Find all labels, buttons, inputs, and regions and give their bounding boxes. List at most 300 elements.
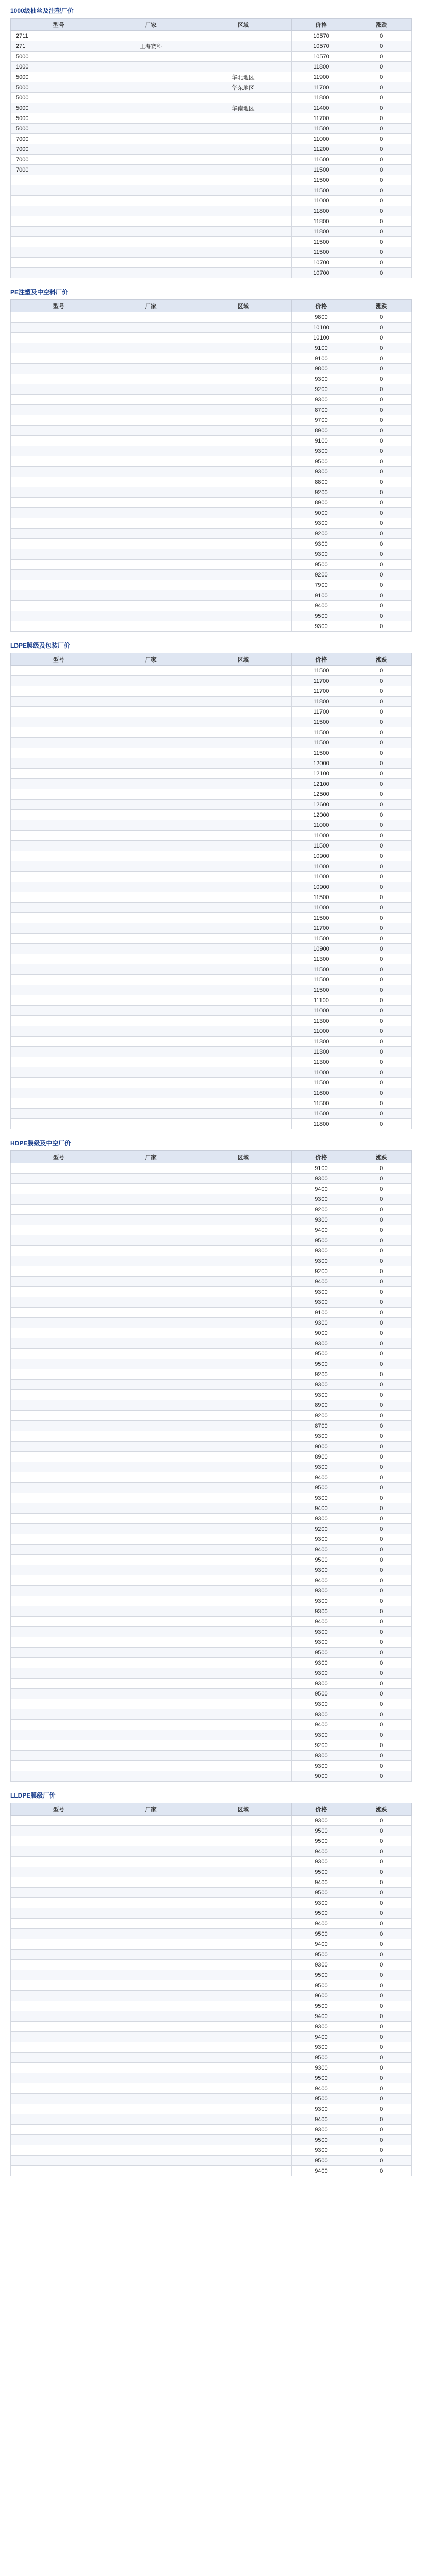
cell-model	[11, 2166, 107, 2176]
table-row	[11, 2125, 412, 2135]
cell-change: 0	[351, 769, 412, 779]
price-table	[10, 299, 412, 632]
cell-price: 9300	[291, 2104, 351, 2114]
cell-change: 0	[351, 72, 412, 82]
cell-price: 11500	[291, 975, 351, 985]
cell-price: 11600	[291, 1088, 351, 1098]
cell-change: 0	[351, 405, 412, 415]
cell-region	[195, 405, 291, 415]
cell-price: 9300	[291, 1668, 351, 1679]
cell-price: 9300	[291, 467, 351, 477]
cell-model	[11, 1606, 107, 1617]
cell-manufacturer	[107, 1088, 195, 1098]
table-row	[11, 353, 412, 364]
cell-region	[195, 1246, 291, 1256]
cell-change: 0	[351, 1699, 412, 1709]
cell-change: 0	[351, 426, 412, 436]
cell-model	[11, 1174, 107, 1184]
cell-model	[11, 508, 107, 518]
cell-region	[195, 247, 291, 258]
cell-model	[11, 384, 107, 395]
table-row	[11, 2156, 412, 2166]
cell-change: 0	[351, 601, 412, 611]
cell-model	[11, 227, 107, 237]
table-row	[11, 247, 412, 258]
cell-change: 0	[351, 1679, 412, 1689]
cell-manufacturer	[107, 2011, 195, 2022]
table-row	[11, 1483, 412, 1493]
cell-region	[195, 518, 291, 529]
cell-model	[11, 1970, 107, 1980]
cell-price: 9400	[291, 1877, 351, 1888]
table-row	[11, 1318, 412, 1328]
cell-model: 7000	[11, 144, 107, 155]
cell-region	[195, 1606, 291, 1617]
cell-manufacturer	[107, 944, 195, 954]
table-row	[11, 903, 412, 913]
cell-manufacturer	[107, 2104, 195, 2114]
cell-region	[195, 1349, 291, 1359]
cell-price: 9300	[291, 446, 351, 456]
cell-price: 9200	[291, 1266, 351, 1277]
cell-change: 0	[351, 1235, 412, 1246]
table-row	[11, 831, 412, 841]
table-row	[11, 738, 412, 748]
cell-region	[195, 1194, 291, 1205]
cell-model	[11, 1308, 107, 1318]
cell-price: 9000	[291, 1771, 351, 1782]
cell-region	[195, 1826, 291, 1836]
cell-manufacturer	[107, 1709, 195, 1720]
cell-model	[11, 2022, 107, 2032]
cell-price: 9300	[291, 1431, 351, 1442]
cell-model	[11, 882, 107, 892]
cell-price: 11900	[291, 72, 351, 82]
header-price: 价格	[291, 1803, 351, 1816]
cell-change: 0	[351, 1970, 412, 1980]
cell-manufacturer	[107, 985, 195, 995]
cell-manufacturer	[107, 1950, 195, 1960]
table-row	[11, 810, 412, 820]
cell-region	[195, 1493, 291, 1503]
cell-region	[195, 1472, 291, 1483]
cell-price: 9300	[291, 1194, 351, 1205]
cell-price: 9300	[291, 1514, 351, 1524]
cell-price: 9400	[291, 1720, 351, 1730]
cell-region	[195, 1057, 291, 1067]
cell-change: 0	[351, 1493, 412, 1503]
cell-model	[11, 1668, 107, 1679]
cell-region	[195, 1919, 291, 1929]
cell-price: 11000	[291, 831, 351, 841]
cell-price: 9500	[291, 2135, 351, 2145]
cell-price: 11000	[291, 872, 351, 882]
cell-model: 7000	[11, 165, 107, 175]
cell-change: 0	[351, 1514, 412, 1524]
table-row	[11, 1960, 412, 1970]
cell-change: 0	[351, 1846, 412, 1857]
header-model: 型号	[11, 1151, 107, 1163]
table-row	[11, 1390, 412, 1400]
table-row	[11, 789, 412, 800]
cell-change: 0	[351, 364, 412, 374]
header-model: 型号	[11, 300, 107, 312]
cell-price: 11800	[291, 227, 351, 237]
table-row	[11, 954, 412, 964]
cell-price: 11300	[291, 1057, 351, 1067]
cell-manufacturer	[107, 1287, 195, 1297]
cell-change: 0	[351, 113, 412, 124]
cell-manufacturer	[107, 1016, 195, 1026]
cell-model	[11, 1751, 107, 1761]
cell-change: 0	[351, 995, 412, 1006]
cell-model	[11, 2125, 107, 2135]
table-row	[11, 549, 412, 560]
cell-region	[195, 2145, 291, 2156]
header-price: 价格	[291, 653, 351, 666]
cell-price: 9400	[291, 1277, 351, 1287]
cell-region	[195, 237, 291, 247]
cell-model	[11, 769, 107, 779]
cell-region	[195, 165, 291, 175]
table-row	[11, 748, 412, 758]
cell-manufacturer	[107, 175, 195, 185]
cell-price: 9700	[291, 415, 351, 426]
cell-region	[195, 934, 291, 944]
cell-price: 9200	[291, 1369, 351, 1380]
cell-model	[11, 2032, 107, 2042]
cell-region	[195, 1431, 291, 1442]
cell-manufacturer	[107, 1867, 195, 1877]
cell-change: 0	[351, 1627, 412, 1637]
table-row	[11, 611, 412, 621]
cell-manufacturer	[107, 779, 195, 789]
cell-model	[11, 1857, 107, 1867]
cell-change: 0	[351, 216, 412, 227]
cell-manufacturer	[107, 1328, 195, 1338]
table-row	[11, 1668, 412, 1679]
cell-manufacturer	[107, 2042, 195, 2053]
cell-change: 0	[351, 1709, 412, 1720]
cell-price: 9500	[291, 1483, 351, 1493]
cell-region	[195, 1006, 291, 1016]
cell-change: 0	[351, 2011, 412, 2022]
cell-manufacturer	[107, 1194, 195, 1205]
cell-manufacturer	[107, 436, 195, 446]
table-row	[11, 934, 412, 944]
cell-model	[11, 395, 107, 405]
cell-change: 0	[351, 31, 412, 41]
cell-model	[11, 1960, 107, 1970]
cell-price: 9300	[291, 395, 351, 405]
cell-manufacturer	[107, 1462, 195, 1472]
cell-price: 9500	[291, 456, 351, 467]
cell-price: 11500	[291, 913, 351, 923]
cell-region	[195, 1256, 291, 1266]
cell-model: 5000	[11, 72, 107, 82]
cell-model	[11, 1534, 107, 1545]
cell-change: 0	[351, 206, 412, 216]
cell-manufacturer	[107, 323, 195, 333]
cell-model	[11, 1442, 107, 1452]
section-title: 1000级抽丝及注塑厂价	[10, 7, 74, 14]
cell-region	[195, 1328, 291, 1338]
table-row	[11, 1648, 412, 1658]
table-row	[11, 1730, 412, 1740]
header-model: 型号	[11, 19, 107, 31]
cell-price: 9300	[291, 1699, 351, 1709]
cell-change: 0	[351, 1524, 412, 1534]
table-row	[11, 769, 412, 779]
cell-manufacturer	[107, 676, 195, 686]
cell-model	[11, 1287, 107, 1297]
cell-model	[11, 1991, 107, 2001]
cell-change: 0	[351, 1617, 412, 1627]
cell-change: 0	[351, 1689, 412, 1699]
cell-change: 0	[351, 2094, 412, 2104]
cell-change: 0	[351, 312, 412, 323]
cell-change: 0	[351, 1472, 412, 1483]
cell-model	[11, 1730, 107, 1740]
cell-price: 8800	[291, 477, 351, 487]
cell-model	[11, 1637, 107, 1648]
cell-price: 11700	[291, 686, 351, 697]
cell-change: 0	[351, 1088, 412, 1098]
table-row	[11, 1857, 412, 1867]
table-row	[11, 456, 412, 467]
cell-manufacturer	[107, 1277, 195, 1287]
cell-region	[195, 155, 291, 165]
cell-price: 9400	[291, 2032, 351, 2042]
cell-price: 7900	[291, 580, 351, 590]
cell-manufacturer	[107, 1898, 195, 1908]
cell-price: 9500	[291, 560, 351, 570]
cell-change: 0	[351, 477, 412, 487]
cell-price: 9600	[291, 1991, 351, 2001]
cell-change: 0	[351, 1720, 412, 1730]
table-row	[11, 1369, 412, 1380]
cell-change: 0	[351, 944, 412, 954]
cell-manufacturer	[107, 498, 195, 508]
cell-model	[11, 892, 107, 903]
cell-region	[195, 1857, 291, 1867]
cell-change: 0	[351, 549, 412, 560]
cell-change: 0	[351, 686, 412, 697]
cell-change: 0	[351, 2166, 412, 2176]
cell-price: 9400	[291, 1617, 351, 1627]
cell-manufacturer	[107, 446, 195, 456]
cell-manufacturer	[107, 861, 195, 872]
cell-region	[195, 364, 291, 374]
table-row	[11, 1720, 412, 1730]
cell-region	[195, 621, 291, 632]
table-row	[11, 62, 412, 72]
cell-manufacturer	[107, 2022, 195, 2032]
cell-model	[11, 1067, 107, 1078]
table-row	[11, 1826, 412, 1836]
cell-model	[11, 1627, 107, 1637]
cell-region	[195, 1205, 291, 1215]
cell-change: 0	[351, 1287, 412, 1297]
cell-price: 9800	[291, 364, 351, 374]
cell-model	[11, 1328, 107, 1338]
cell-region	[195, 1277, 291, 1287]
table-row	[11, 717, 412, 727]
cell-model	[11, 1709, 107, 1720]
cell-manufacturer	[107, 1668, 195, 1679]
cell-manufacturer	[107, 964, 195, 975]
table-row	[11, 237, 412, 247]
cell-manufacturer	[107, 686, 195, 697]
cell-manufacturer	[107, 975, 195, 985]
cell-price: 9300	[291, 518, 351, 529]
table-row	[11, 1308, 412, 1318]
cell-model	[11, 1119, 107, 1129]
cell-price: 9300	[291, 1816, 351, 1826]
cell-manufacturer	[107, 2053, 195, 2063]
cell-change: 0	[351, 560, 412, 570]
cell-price: 9300	[291, 2125, 351, 2135]
cell-price: 9200	[291, 1205, 351, 1215]
cell-manufacturer	[107, 364, 195, 374]
price-section	[10, 1137, 412, 1782]
cell-model	[11, 1016, 107, 1026]
cell-price: 11500	[291, 727, 351, 738]
cell-model	[11, 2053, 107, 2063]
table-row	[11, 364, 412, 374]
table-header-row	[11, 300, 412, 312]
cell-region	[195, 1338, 291, 1349]
cell-manufacturer	[107, 1720, 195, 1730]
cell-model	[11, 580, 107, 590]
cell-region	[195, 1545, 291, 1555]
cell-region	[195, 1287, 291, 1297]
cell-region	[195, 52, 291, 62]
header-manufacturer: 厂家	[107, 19, 195, 31]
cell-manufacturer	[107, 1596, 195, 1606]
cell-model	[11, 1380, 107, 1390]
cell-manufacturer	[107, 590, 195, 601]
cell-model: 5000	[11, 52, 107, 62]
cell-manufacturer	[107, 1699, 195, 1709]
cell-change: 0	[351, 748, 412, 758]
cell-region	[195, 134, 291, 144]
cell-model	[11, 216, 107, 227]
cell-change: 0	[351, 717, 412, 727]
cell-region	[195, 2125, 291, 2135]
table-row	[11, 727, 412, 738]
cell-model	[11, 686, 107, 697]
cell-manufacturer	[107, 124, 195, 134]
cell-model	[11, 1524, 107, 1534]
cell-price: 11300	[291, 1037, 351, 1047]
cell-change: 0	[351, 539, 412, 549]
cell-region	[195, 2073, 291, 2083]
cell-price: 11800	[291, 1119, 351, 1129]
cell-manufacturer	[107, 1349, 195, 1359]
cell-price: 9300	[291, 1174, 351, 1184]
cell-manufacturer	[107, 923, 195, 934]
table-row	[11, 800, 412, 810]
cell-price: 10100	[291, 333, 351, 343]
cell-model	[11, 268, 107, 278]
cell-region	[195, 508, 291, 518]
cell-change: 0	[351, 1109, 412, 1119]
cell-change: 0	[351, 1658, 412, 1668]
cell-price: 11600	[291, 1109, 351, 1119]
cell-price: 9100	[291, 1163, 351, 1174]
table-row	[11, 2166, 412, 2176]
table-row	[11, 1919, 412, 1929]
table-row	[11, 216, 412, 227]
cell-model	[11, 697, 107, 707]
cell-region	[195, 1037, 291, 1047]
cell-price: 11700	[291, 82, 351, 93]
table-row	[11, 1421, 412, 1431]
cell-manufacturer	[107, 748, 195, 758]
table-row	[11, 1016, 412, 1026]
cell-region	[195, 995, 291, 1006]
cell-model	[11, 1472, 107, 1483]
cell-region	[195, 2104, 291, 2114]
cell-model	[11, 1586, 107, 1596]
table-row	[11, 1751, 412, 1761]
cell-model	[11, 2063, 107, 2073]
cell-manufacturer	[107, 52, 195, 62]
cell-manufacturer	[107, 789, 195, 800]
cell-region	[195, 1689, 291, 1699]
cell-model	[11, 1297, 107, 1308]
cell-manufacturer	[107, 1740, 195, 1751]
table-row	[11, 964, 412, 975]
cell-change: 0	[351, 247, 412, 258]
cell-manufacturer	[107, 800, 195, 810]
table-row	[11, 1816, 412, 1826]
cell-change: 0	[351, 134, 412, 144]
cell-change: 0	[351, 1919, 412, 1929]
cell-price: 9300	[291, 1565, 351, 1575]
cell-change: 0	[351, 841, 412, 851]
table-row	[11, 1888, 412, 1898]
cell-manufacturer	[107, 144, 195, 155]
cell-manufacturer	[107, 1318, 195, 1328]
cell-model	[11, 2156, 107, 2166]
cell-change: 0	[351, 446, 412, 456]
cell-region	[195, 185, 291, 196]
header-model: 型号	[11, 1803, 107, 1816]
cell-region	[195, 570, 291, 580]
table-row	[11, 2094, 412, 2104]
cell-manufacturer	[107, 831, 195, 841]
cell-model	[11, 1980, 107, 1991]
cell-manufacturer	[107, 1225, 195, 1235]
cell-manufacturer	[107, 1215, 195, 1225]
table-header-row	[11, 1803, 412, 1816]
cell-manufacturer	[107, 62, 195, 72]
cell-change: 0	[351, 1246, 412, 1256]
cell-change: 0	[351, 1390, 412, 1400]
cell-change: 0	[351, 175, 412, 185]
cell-change: 0	[351, 1349, 412, 1359]
cell-region	[195, 727, 291, 738]
cell-region	[195, 312, 291, 323]
table-row	[11, 1078, 412, 1088]
table-row	[11, 1534, 412, 1545]
cell-manufacturer	[107, 1565, 195, 1575]
cell-price: 11500	[291, 985, 351, 995]
cell-change: 0	[351, 2053, 412, 2063]
cell-manufacturer	[107, 1919, 195, 1929]
